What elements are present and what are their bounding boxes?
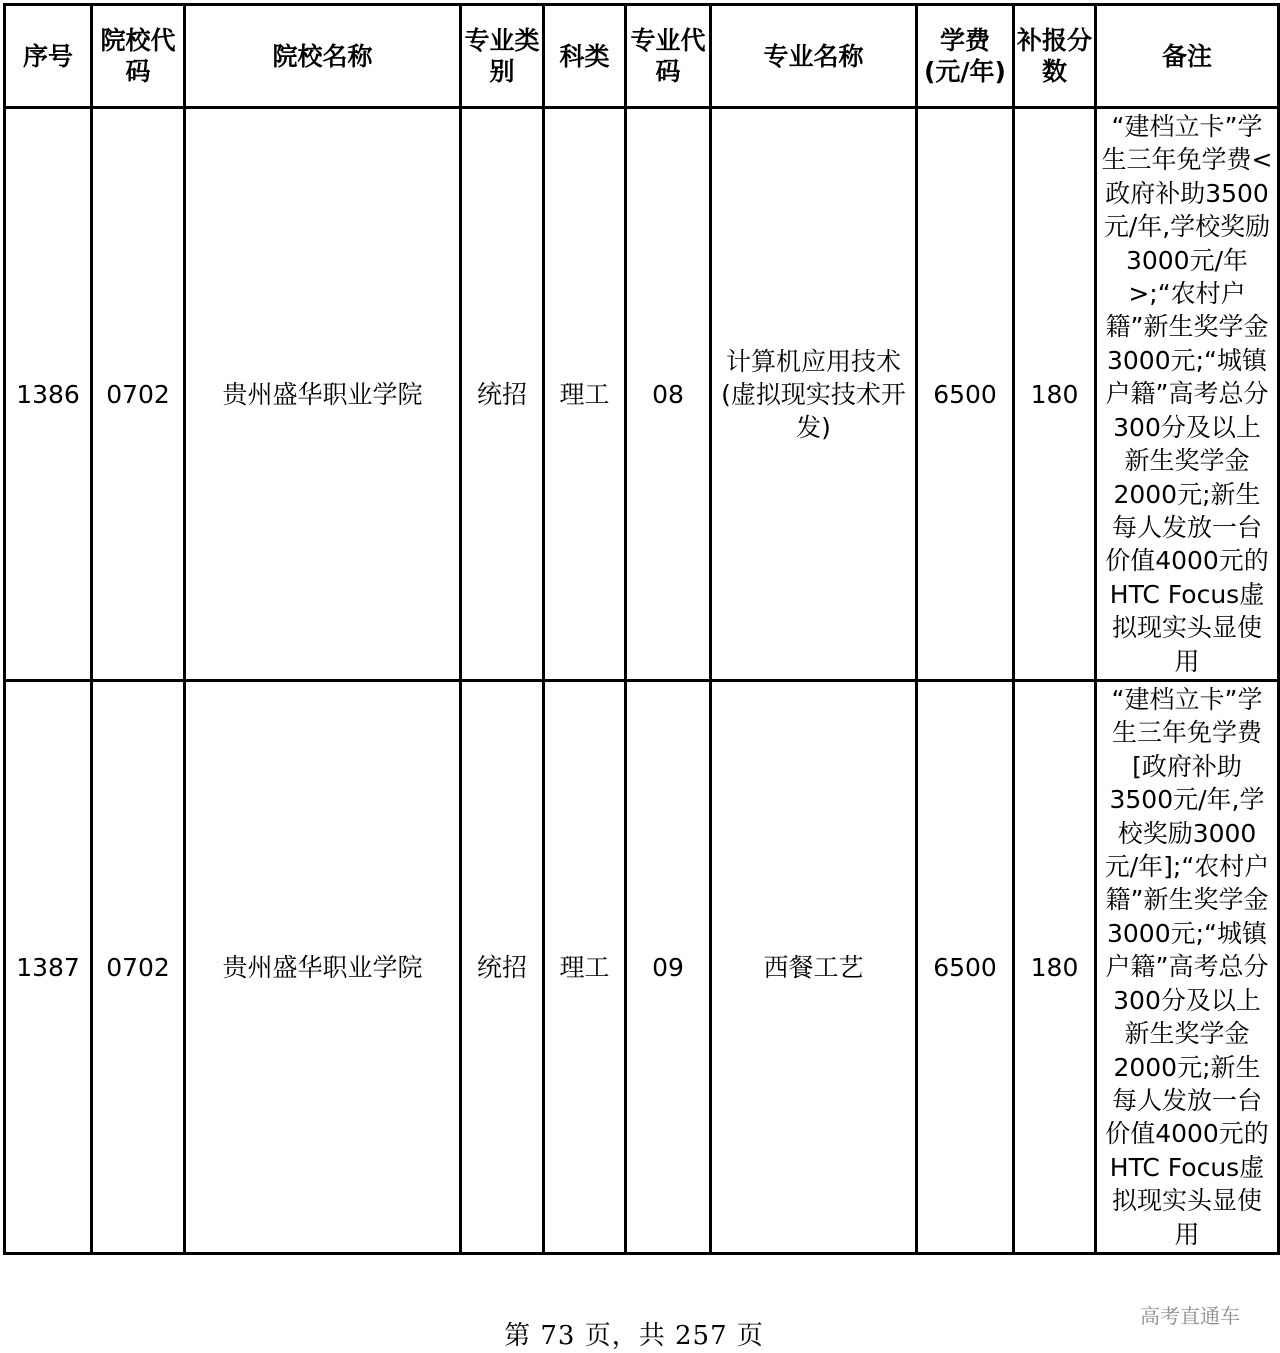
cell-school-code: 0702: [92, 108, 185, 681]
cell-category: 理工: [544, 681, 626, 1254]
cell-score: 180: [1014, 681, 1096, 1254]
table-row: [5, 108, 1279, 681]
header-category: 科类: [544, 5, 626, 108]
cell-tuition: 6500: [917, 681, 1014, 1254]
cell-major-name: 西餐工艺: [711, 681, 917, 1254]
cell-major-code: 09: [626, 681, 711, 1254]
cell-remark: “建档立卡”学生三年免学费<政府补助3500元/年,学校奖励3000元/年>;“农村户籍”新生奖学金3000元;“城镇户籍”高考总分300分及以上新生奖学金2000元;新生每人发放一台价值4000元的HTC Focus虚拟现实头显使用: [1096, 108, 1279, 681]
cell-tuition: 6500: [917, 108, 1014, 681]
table-row: [5, 681, 1279, 1254]
header-major-code: 专业代码: [626, 5, 711, 108]
watermark-text: 高考直通车: [1140, 1304, 1240, 1328]
cell-seq: 1387: [5, 681, 92, 1254]
cell-school-code: 0702: [92, 681, 185, 1254]
header-tuition: 学费(元/年): [917, 5, 1014, 108]
cell-remark: “建档立卡”学生三年免学费[政府补助3500元/年,学校奖励3000元/年];“农村户籍”新生奖学金3000元;“城镇户籍”高考总分300分及以上新生奖学金2000元;新生每人发放一台价值4000元的HTC Focus虚拟现实头显使用: [1096, 681, 1279, 1254]
header-score: 补报分数: [1014, 5, 1096, 108]
cell-school-name: 贵州盛华职业学院: [185, 108, 461, 681]
cell-school-name: 贵州盛华职业学院: [185, 681, 461, 1254]
header-school-name: 院校名称: [185, 5, 461, 108]
cell-major-name: 计算机应用技术(虚拟现实技术开发): [711, 108, 917, 681]
cell-major-type: 统招: [461, 108, 544, 681]
header-major-type: 专业类别: [461, 5, 544, 108]
header-seq: 序号: [5, 5, 92, 108]
page-number: 第 73 页，共 257 页: [504, 1321, 764, 1351]
header-remark: 备注: [1096, 5, 1279, 108]
cell-category: 理工: [544, 108, 626, 681]
admission-table: [3, 3, 1280, 1255]
cell-score: 180: [1014, 108, 1096, 681]
header-major-name: 专业名称: [711, 5, 917, 108]
cell-major-code: 08: [626, 108, 711, 681]
header-school-code: 院校代码: [92, 5, 185, 108]
header-row: [5, 5, 1279, 108]
cell-seq: 1386: [5, 108, 92, 681]
cell-major-type: 统招: [461, 681, 544, 1254]
